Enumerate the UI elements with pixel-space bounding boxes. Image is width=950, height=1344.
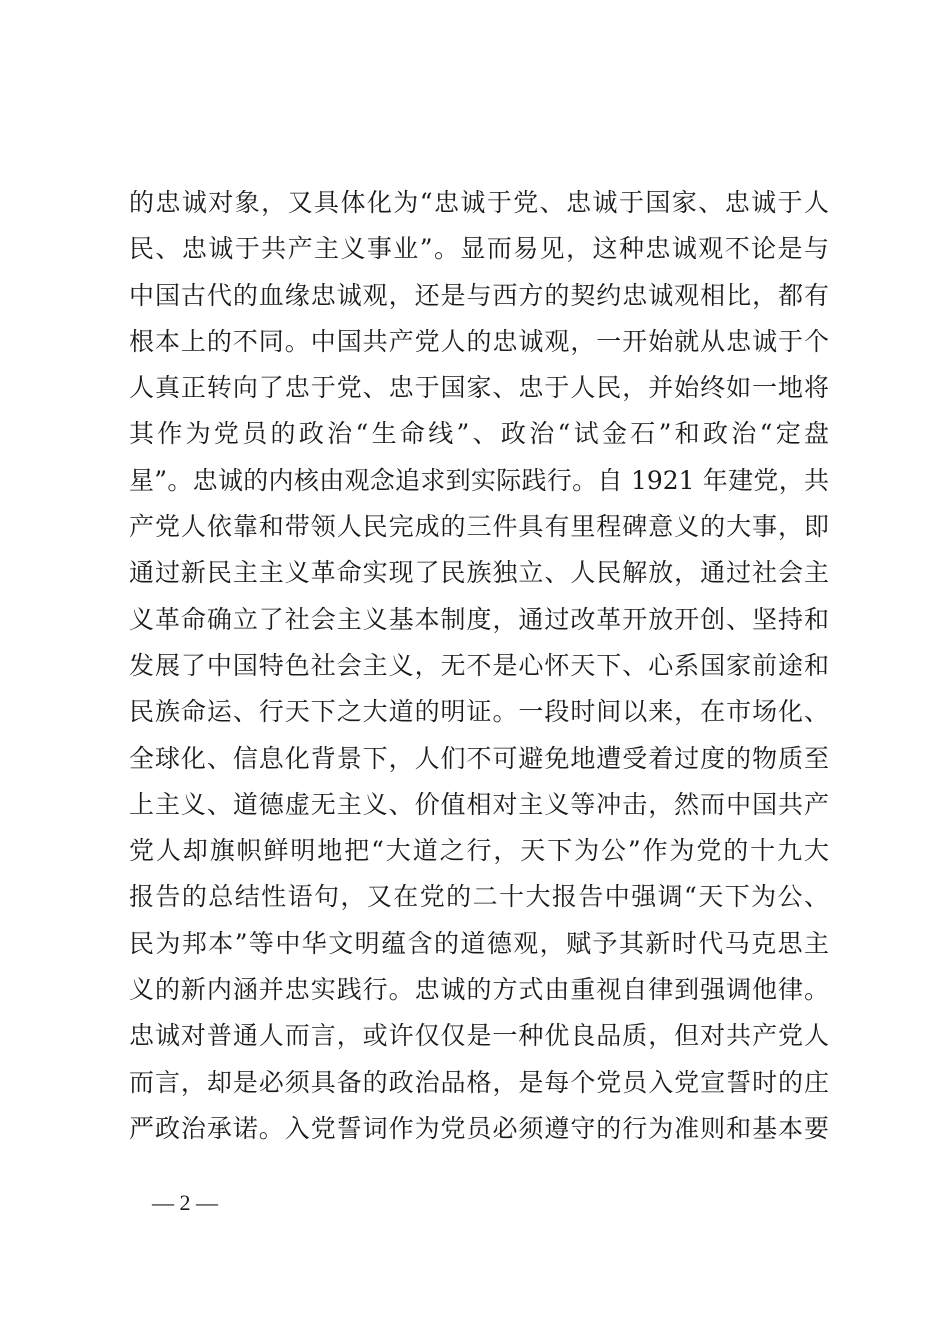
text-line: 产党人依靠和带领人民完成的三件具有里程碑意义的大事，即	[129, 512, 829, 542]
text-line: 义的新内涵并忠实践行。忠诚的方式由重视自律到强调他律。	[129, 975, 829, 1005]
text-line: 中国古代的血缘忠诚观，还是与西方的契约忠诚观相比，都有	[129, 280, 829, 310]
text-line: 民为邦本”等中华文明蕴含的道德观，赋予其新时代马克思主	[129, 928, 829, 958]
text-line: 党人却旗帜鲜明地把“大道之行，天下为公”作为党的十九大	[129, 836, 829, 866]
text-line: 全球化、信息化背景下，人们不可避免地遭受着过度的物质至	[129, 743, 829, 773]
text-line: 通过新民主主义革命实现了民族独立、人民解放，通过社会主	[129, 558, 829, 588]
text-line: 义革命确立了社会主义基本制度，通过改革开放开创、坚持和	[129, 604, 829, 634]
text-line: 其作为党员的政治“生命线”、政治“试金石”和政治“定盘	[129, 419, 829, 449]
text-line: 上主义、道德虚无主义、价值相对主义等冲击，然而中国共产	[129, 789, 829, 819]
text-line: 发展了中国特色社会主义，无不是心怀天下、心系国家前途和	[129, 650, 829, 680]
text-line: 民、忠诚于共产主义事业”。显而易见，这种忠诚观不论是与	[129, 234, 829, 264]
text-line: 严政治承诺。入党誓词作为党员必须遵守的行为准则和基本要	[129, 1113, 829, 1143]
page-number: — 2 —	[152, 1190, 218, 1215]
text-line: 根本上的不同。中国共产党人的忠诚观，一开始就从忠诚于个	[129, 326, 829, 356]
text-line: 的忠诚对象，又具体化为“忠诚于党、忠诚于国家、忠诚于人	[129, 188, 829, 217]
text-line: 而言，却是必须具备的政治品格，是每个党员入党宣誓时的庄	[129, 1067, 829, 1097]
body-paragraph	[129, 180, 829, 1152]
text-line: 民族命运、行天下之大道的明证。一段时间以来，在市场化、	[129, 697, 829, 727]
text-line: 忠诚对普通人而言，或许仅仅是一种优良品质，但对共产党人	[129, 1021, 829, 1051]
text-line: 报告的总结性语句，又在党的二十大报告中强调“天下为公、	[129, 882, 829, 912]
text-line: 星”。忠诚的内核由观念追求到实际践行。自 1921 年建党，共	[129, 465, 829, 495]
text-line: 人真正转向了忠于党、忠于国家、忠于人民，并始终如一地将	[129, 373, 829, 403]
